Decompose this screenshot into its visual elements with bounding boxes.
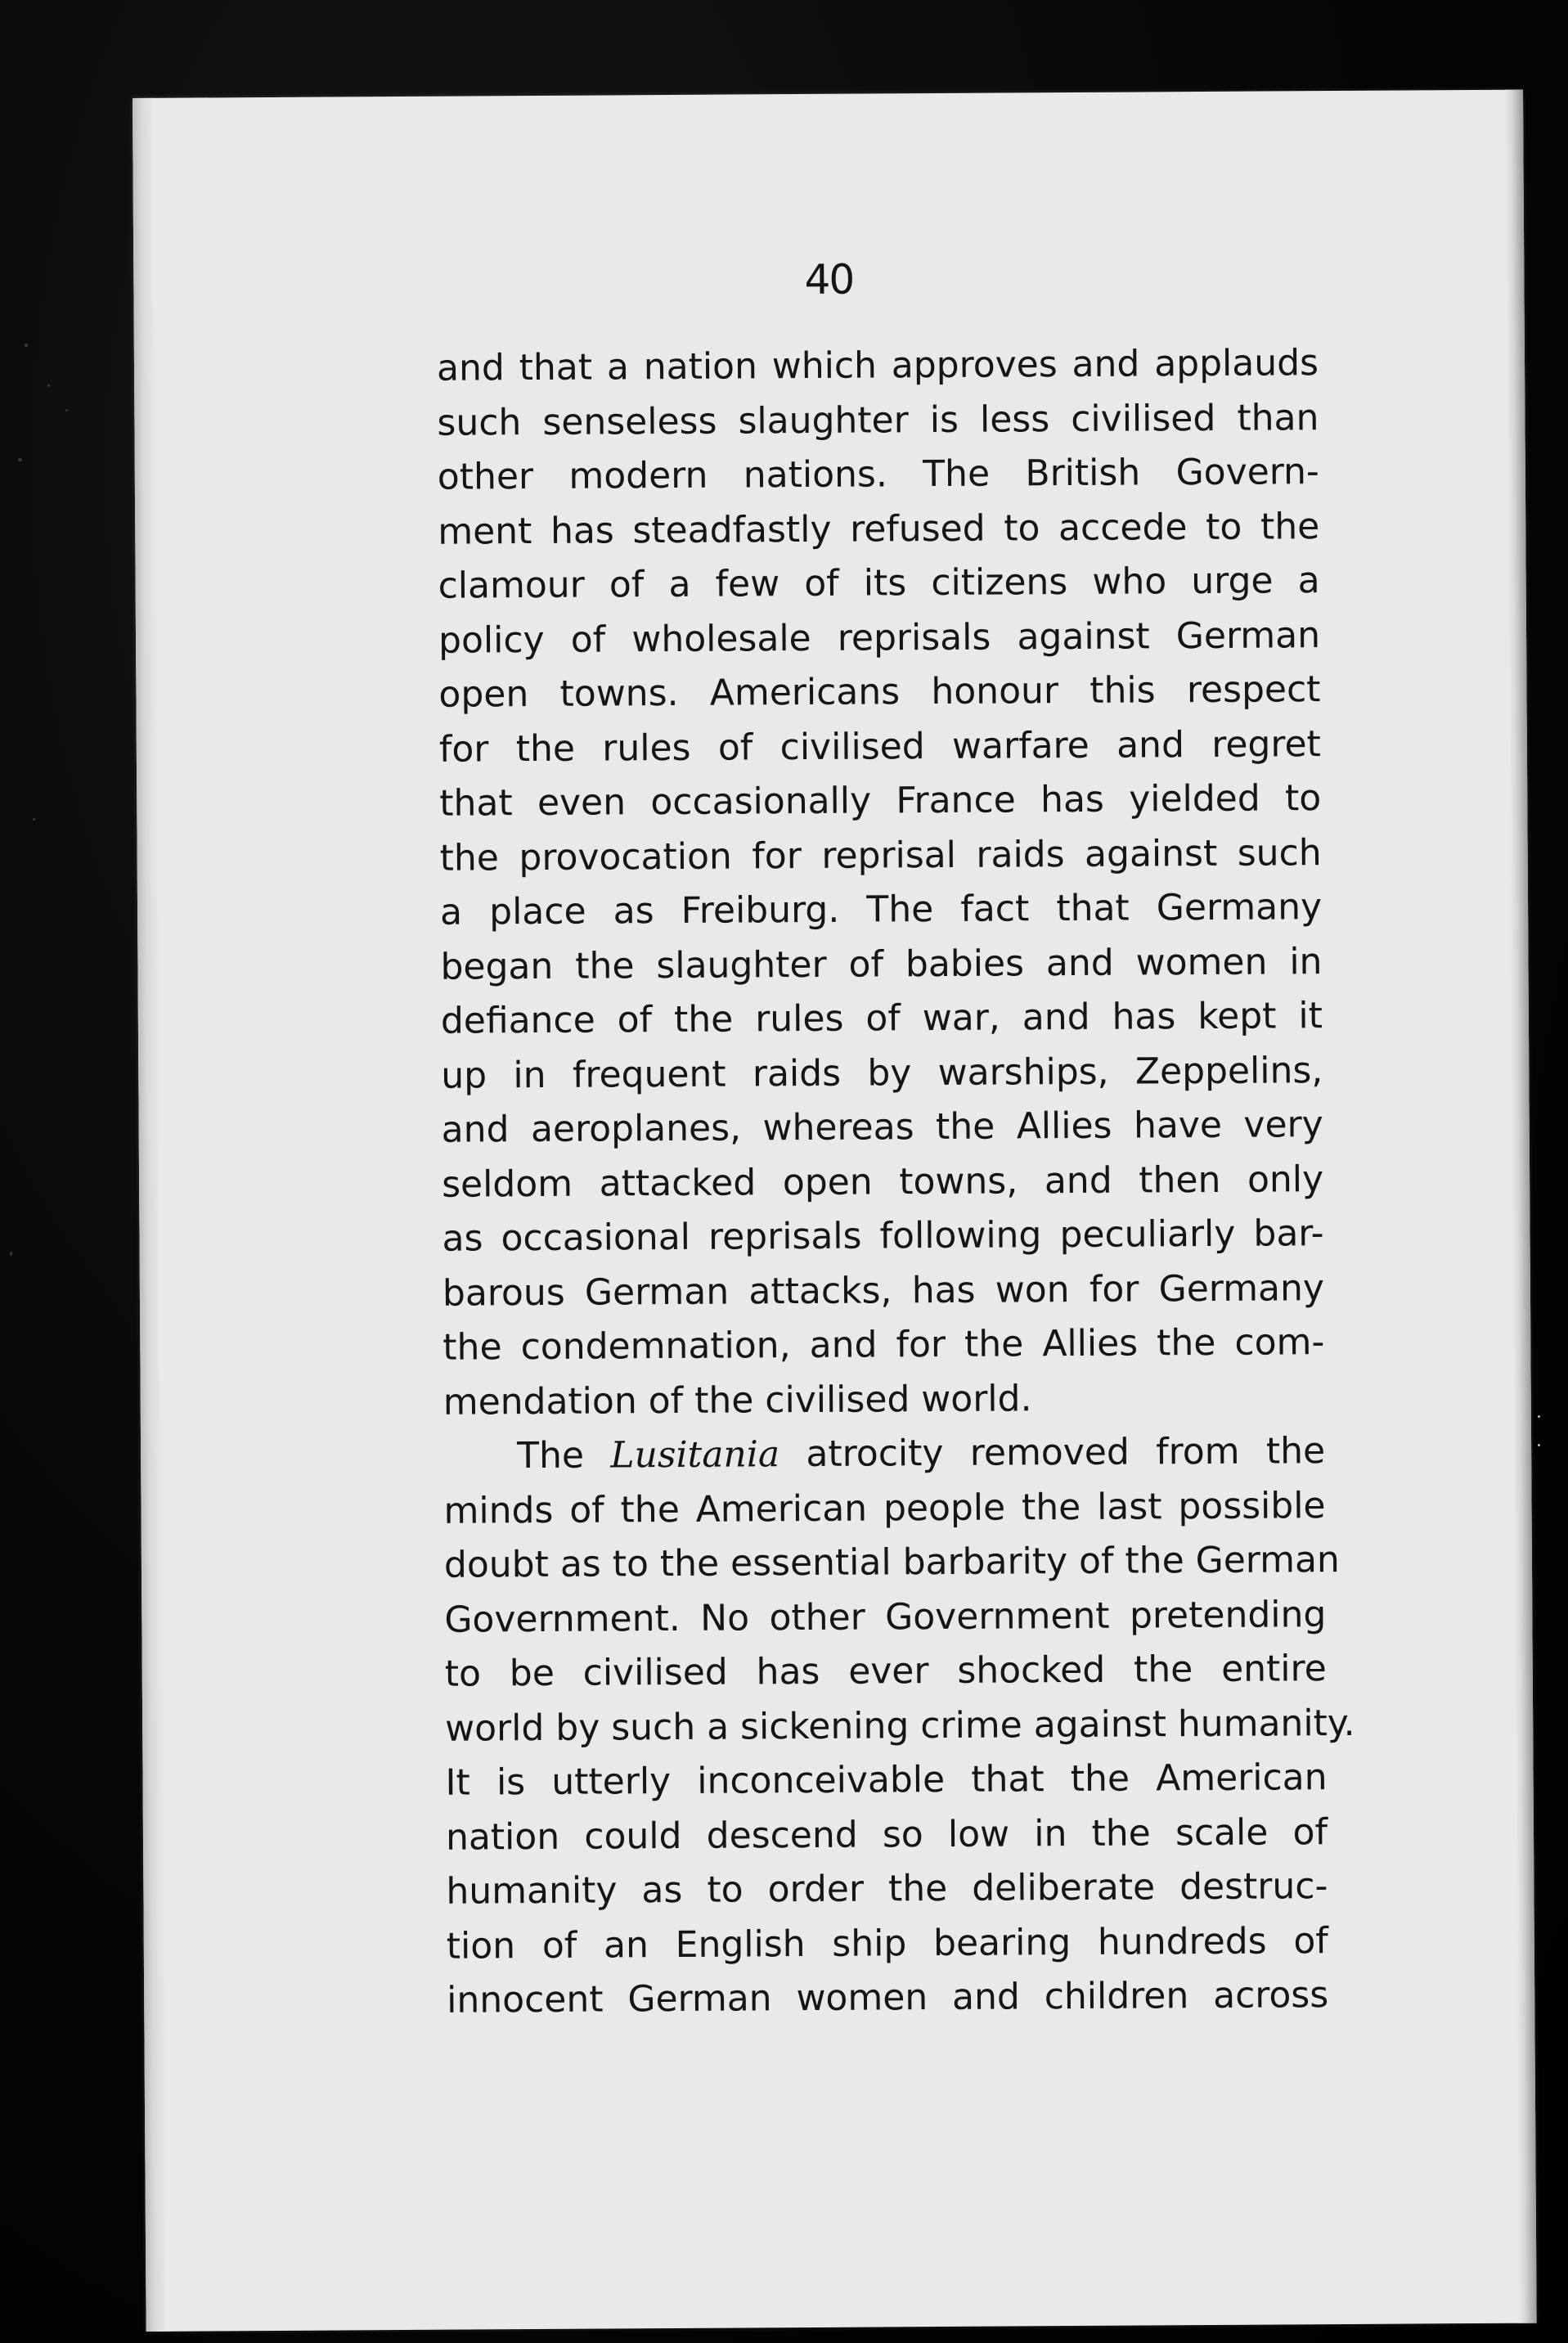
text-line: innocent German women and children across: [447, 1974, 1329, 2021]
text-line: seldom attacked open towns, and then only: [441, 1158, 1324, 1206]
text-line: the provocation for reprisal raids against such: [439, 831, 1322, 879]
text-line: humanity as to order the deliberate destruc-: [446, 1865, 1328, 1913]
text-line: world by such a sickening crime against humanity.: [445, 1702, 1355, 1750]
text-fragment: The: [516, 1434, 611, 1477]
text-line: that even occasionally France has yielded to: [439, 777, 1322, 825]
text-line: clamour of a few of its citizens who urge a: [438, 560, 1320, 607]
text-line: the condemnation, and for the Allies the com-: [443, 1321, 1325, 1369]
text-line: and that a nation which approves and applauds: [436, 342, 1319, 389]
paragraph-1: [437, 336, 1325, 1430]
book-page: [133, 90, 1537, 2332]
text-line: began the slaughter of babies and women in: [440, 940, 1323, 988]
text-line: tion of an English ship bearing hundreds of: [446, 1919, 1328, 1967]
text-line: a place as Freiburg. The fact that Germany: [439, 886, 1323, 933]
text-fragment: atrocity removed from the: [779, 1430, 1326, 1476]
text-line: policy of wholesale reprisals against German: [438, 614, 1321, 662]
text-line: barous German attacks, has won for Germany: [442, 1266, 1325, 1315]
page-number: 40: [804, 255, 854, 304]
paragraph-2: [443, 1424, 1355, 2028]
ship-name-italic: Lusitania: [610, 1433, 780, 1477]
body-text: [436, 336, 1355, 2028]
text-line: and aeroplanes, whereas the Allies have very: [441, 1104, 1323, 1151]
text-line: Government. No other Government pretending: [444, 1593, 1327, 1641]
text-line: defiance of the rules of war, and has kept it: [440, 995, 1323, 1042]
text-line-first: [443, 1424, 1325, 1484]
text-line: to be civilised has ever shocked the entire: [444, 1648, 1327, 1695]
text-line: such senseless slaughter is less civilised than: [437, 396, 1319, 444]
text-line: ment has steadfastly refused to accede to the: [438, 505, 1320, 553]
text-line: as occasional reprisals following peculiarly bar-: [442, 1212, 1324, 1260]
text-line: nation could descend so low in the scale of: [445, 1810, 1328, 1859]
text-line: minds of the American people the last possible: [443, 1484, 1326, 1532]
text-line: doubt as to the essential barbarity of the German: [443, 1539, 1341, 1586]
text-line: up in frequent raids by warships, Zeppelins,: [441, 1049, 1323, 1097]
text-line: mendation of the civilised world.: [443, 1377, 1032, 1423]
text-line: for the rules of civilised warfare and regret: [438, 722, 1322, 771]
text-line: open towns. Americans honour this respect: [438, 668, 1321, 716]
text-line: It is utterly inconceivable that the American: [445, 1756, 1328, 1804]
text-line: other modern nations. The British Govern-: [437, 451, 1319, 498]
